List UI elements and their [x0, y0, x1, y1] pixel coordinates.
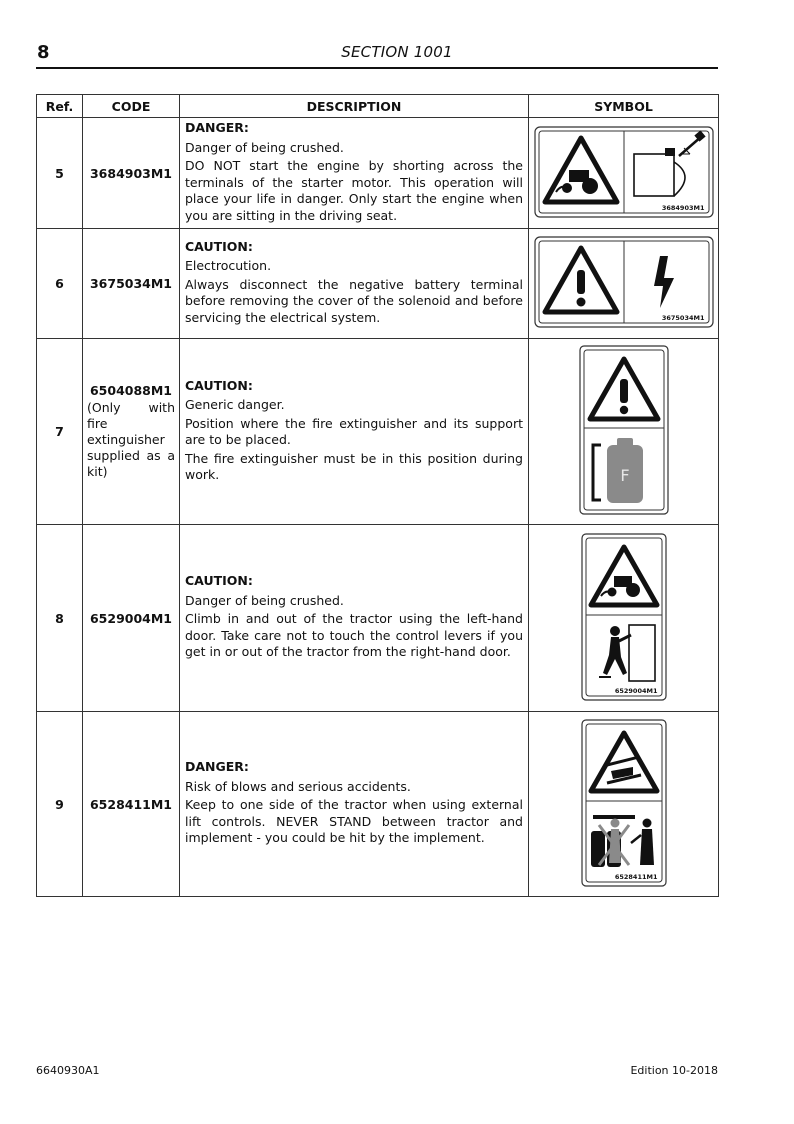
table-row: [37, 229, 719, 339]
description-line: Keep to one side of the tractor when using external lift controls. NEVER STAND between tractor and implement - you could be hit by the implement.: [185, 797, 523, 846]
symbol-cell: [529, 339, 719, 525]
ref-cell: 5: [37, 118, 83, 229]
decal: [534, 236, 714, 331]
ref-cell: 8: [37, 525, 83, 712]
warning-crush-hand-icon: [591, 733, 657, 791]
document-number: 6640930A1: [36, 1064, 100, 1077]
code-cell: 3675034M1: [83, 229, 180, 339]
description-cell: [180, 339, 529, 525]
table-header-row: [37, 95, 719, 118]
hazard-level: DANGER:: [185, 759, 249, 775]
table-row: [37, 339, 719, 525]
description-line: Danger of being crushed.: [185, 592, 344, 608]
decal: [579, 345, 669, 518]
page-number: 8: [37, 42, 50, 63]
description-line: The fire extinguisher must be in this position during work.: [185, 450, 523, 482]
symbol-cell: [529, 229, 719, 339]
decal-code: 3675034M1: [661, 314, 705, 322]
description-line: Generic danger.: [185, 397, 285, 412]
edition-label: Edition 10-2018: [630, 1064, 718, 1077]
table-row: [37, 525, 719, 712]
starter-motor-screwdriver-icon: [634, 130, 706, 196]
description-line: Danger of being crushed.: [185, 139, 344, 155]
decal-code: 6528411M1: [614, 872, 658, 881]
safety-decals-table: [36, 94, 719, 897]
description-cell: [180, 229, 529, 339]
person-between-tractor-implement-icon: [591, 815, 654, 867]
column-header-code: CODE: [83, 95, 180, 118]
decal-code: 6529004M1: [614, 686, 658, 695]
warning-crush-tractor-icon: [545, 138, 617, 202]
lightning-bolt-icon: [654, 256, 674, 308]
code-cell: 6529004M1: [83, 525, 180, 712]
description-cell: [180, 712, 529, 897]
operator-climbing-door-icon: [599, 625, 655, 681]
symbol-cell: [529, 118, 719, 229]
description-line: Position where the fire extinguisher and its support are to be placed.: [185, 415, 523, 447]
description-cell: [180, 525, 529, 712]
fire-extinguisher-icon: [593, 438, 643, 503]
table-row: [37, 118, 719, 229]
ref-cell: 9: [37, 712, 83, 897]
hazard-level: CAUTION:: [185, 573, 253, 589]
warning-exclamation-icon: [590, 359, 658, 419]
column-header-symbol: SYMBOL: [529, 95, 719, 118]
decal: [581, 719, 667, 890]
description-line: Risk of blows and serious accidents.: [185, 778, 411, 794]
description-line: Always disconnect the negative battery terminal before removing the cover of the solenoid and before servicing the electrical system.: [185, 276, 523, 325]
warning-exclamation-icon: [545, 248, 617, 312]
hazard-level: CAUTION:: [185, 238, 253, 254]
section-title: SECTION 1001: [341, 43, 453, 61]
ref-cell: 7: [37, 339, 83, 525]
description-line: Electrocution.: [185, 258, 272, 274]
svg-text:F: F: [619, 466, 630, 485]
ref-cell: 6: [37, 229, 83, 339]
symbol-cell: [529, 525, 719, 712]
table-row: [37, 712, 719, 897]
code-cell: [83, 339, 180, 525]
code-cell: 3684903M1: [83, 118, 180, 229]
symbol-cell: [529, 712, 719, 897]
hazard-level: DANGER:: [185, 120, 249, 135]
header-rule: [36, 67, 718, 69]
description-cell: [180, 118, 529, 229]
decal: [581, 533, 667, 704]
code-cell: 6528411M1: [83, 712, 180, 897]
column-header-description: DESCRIPTION: [180, 95, 529, 118]
code-value: 6504088M1: [89, 383, 173, 398]
decal-code: 3684903M1: [661, 203, 705, 212]
description-line: DO NOT start the engine by shorting across the terminals of the starter motor. This operation will place your life in danger. Only start the engine when you are sitting in the driving seat.: [185, 158, 523, 223]
decal: [534, 126, 714, 221]
column-header-ref: Ref.: [37, 95, 83, 118]
warning-crush-tractor-icon: [591, 547, 657, 605]
hazard-level: CAUTION:: [185, 377, 253, 393]
code-note: (Only with fire extinguisher supplied as a kit): [87, 400, 175, 479]
description-line: Climb in and out of the tractor using the left-hand door. Take care not to touch the control levers if you get in or out of the tractor from the right-hand door.: [185, 611, 523, 660]
